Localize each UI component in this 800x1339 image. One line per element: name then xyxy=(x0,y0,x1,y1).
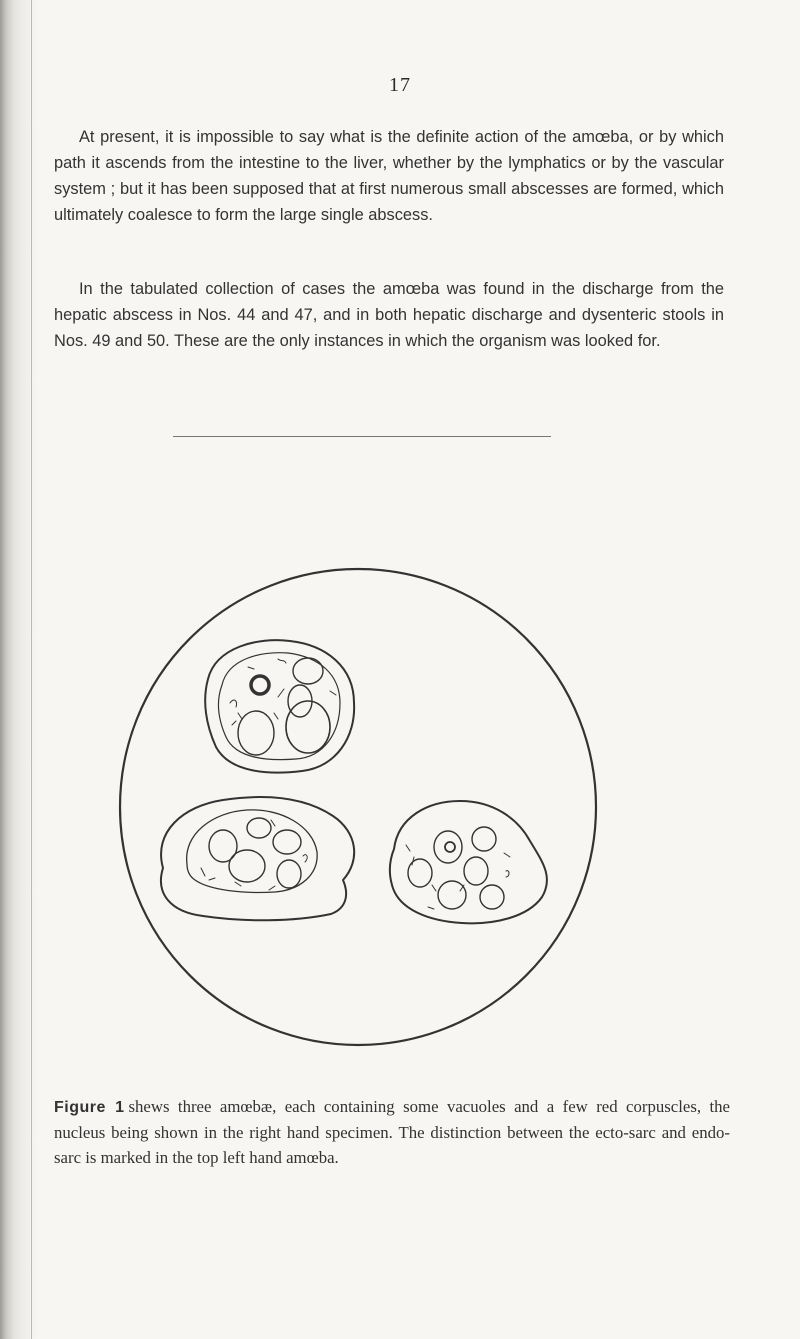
microscope-field xyxy=(120,569,596,1045)
amoeba-bottom-left xyxy=(161,797,354,920)
paragraph-2: In the tabulated collection of cases the amœba was found in the discharge from the hepatic abscess in Nos. 44 and 47, and in both hepatic discharge and dysenteric stools in Nos. 49 and 50. These are the only instances in which the organism was looked for. xyxy=(54,280,724,350)
caption-text: shews three amœbæ, each containing some vacuoles and a few red corpuscles, the nucleus being shown in the right hand specimen. The distinction between the ecto-sarc and endo-sarc is marked in the top left hand amœba. xyxy=(54,1097,730,1167)
paragraph-1: At present, it is impossible to say what is the definite action of the amœba, or by which path it ascends from the intestine to the liver, whether by the lymphatics or by the vascular system ; but it has been supposed that at first numerous small abscesses are formed, which ultimately coalesce to form the large single abscess. xyxy=(54,128,724,224)
amoeba-right xyxy=(390,801,547,923)
caption-label: Figure 1 xyxy=(54,1099,125,1116)
page-number: 17 xyxy=(389,74,411,96)
binding-edge xyxy=(0,0,38,1339)
amoeba-top-left xyxy=(205,640,354,772)
binding-line xyxy=(31,0,32,1339)
amoeba-figure xyxy=(108,555,608,1065)
figure-caption xyxy=(54,1094,730,1170)
section-rule xyxy=(173,436,551,437)
